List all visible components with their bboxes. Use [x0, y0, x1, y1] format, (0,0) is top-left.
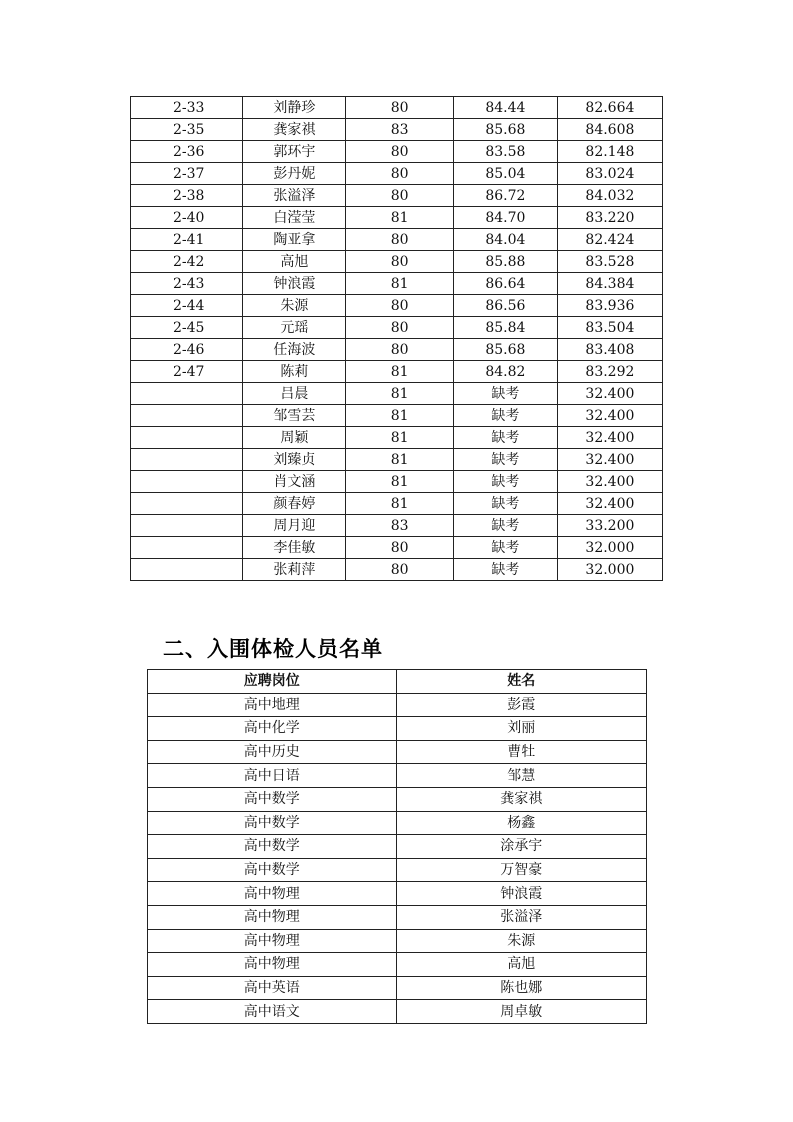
cell-interview-score: 84.70: [453, 207, 557, 229]
table-row: [131, 515, 663, 537]
table-row: [131, 141, 663, 163]
cell-written-score: 80: [346, 185, 454, 207]
cell-candidate-number: 2-41: [131, 229, 243, 251]
cell-candidate-name: 彭丹妮: [243, 163, 346, 185]
cell-total-score: 82.664: [557, 97, 662, 119]
table-row: [131, 537, 663, 559]
table-row: [148, 717, 647, 741]
cell-written-score: 80: [346, 537, 454, 559]
cell-total-score: 84.384: [557, 273, 662, 295]
cell-name: 邹慧: [396, 764, 646, 788]
cell-candidate-number: 2-46: [131, 339, 243, 361]
cell-total-score: 83.936: [557, 295, 662, 317]
cell-total-score: 83.528: [557, 251, 662, 273]
cell-candidate-name: 任海波: [243, 339, 346, 361]
table-row: [131, 339, 663, 361]
cell-written-score: 80: [346, 317, 454, 339]
table-row: [131, 251, 663, 273]
cell-written-score: 81: [346, 361, 454, 383]
table-row: [131, 361, 663, 383]
cell-interview-score: 缺考: [453, 515, 557, 537]
cell-candidate-number: 2-42: [131, 251, 243, 273]
cell-name: 陈也娜: [396, 976, 646, 1000]
cell-interview-score: 缺考: [453, 471, 557, 493]
table-row: [148, 835, 647, 859]
cell-written-score: 80: [346, 97, 454, 119]
table-row: [148, 953, 647, 977]
cell-interview-score: 缺考: [453, 405, 557, 427]
table-row: [148, 1000, 647, 1024]
cell-name: 刘丽: [396, 717, 646, 741]
cell-candidate-number: 2-37: [131, 163, 243, 185]
cell-candidate-number: 2-33: [131, 97, 243, 119]
cell-total-score: 83.292: [557, 361, 662, 383]
table-row: [148, 764, 647, 788]
cell-interview-score: 缺考: [453, 493, 557, 515]
column-header-post: 应聘岗位: [148, 670, 397, 694]
cell-candidate-name: 颜春婷: [243, 493, 346, 515]
cell-candidate-number: [131, 471, 243, 493]
cell-interview-score: 84.44: [453, 97, 557, 119]
cell-post: 高中数学: [148, 858, 397, 882]
cell-written-score: 81: [346, 427, 454, 449]
cell-candidate-name: 陶亚拿: [243, 229, 346, 251]
cell-post: 高中数学: [148, 787, 397, 811]
cell-candidate-number: [131, 515, 243, 537]
table-row: [148, 882, 647, 906]
medical-exam-table-header: [148, 670, 647, 694]
cell-written-score: 81: [346, 449, 454, 471]
cell-name: 曹牡: [396, 740, 646, 764]
table-row: [148, 929, 647, 953]
table-row: [148, 693, 647, 717]
cell-name: 杨鑫: [396, 811, 646, 835]
cell-candidate-name: 陈莉: [243, 361, 346, 383]
cell-written-score: 80: [346, 141, 454, 163]
cell-written-score: 81: [346, 383, 454, 405]
cell-post: 高中物理: [148, 929, 397, 953]
cell-interview-score: 缺考: [453, 383, 557, 405]
table-row: [131, 427, 663, 449]
cell-candidate-name: 张莉萍: [243, 559, 346, 581]
table-row: [131, 383, 663, 405]
cell-candidate-number: 2-35: [131, 119, 243, 141]
cell-interview-score: 85.04: [453, 163, 557, 185]
table-row: [131, 295, 663, 317]
cell-total-score: 82.148: [557, 141, 662, 163]
cell-post: 高中物理: [148, 905, 397, 929]
table-row: [148, 858, 647, 882]
cell-interview-score: 86.56: [453, 295, 557, 317]
table-row: [131, 405, 663, 427]
cell-written-score: 81: [346, 273, 454, 295]
cell-total-score: 32.400: [557, 427, 662, 449]
cell-candidate-name: 肖文涵: [243, 471, 346, 493]
cell-total-score: 84.608: [557, 119, 662, 141]
cell-written-score: 80: [346, 251, 454, 273]
cell-candidate-name: 高旭: [243, 251, 346, 273]
cell-candidate-name: 刘臻贞: [243, 449, 346, 471]
score-table: [130, 96, 663, 581]
cell-interview-score: 83.58: [453, 141, 557, 163]
cell-name: 高旭: [396, 953, 646, 977]
header-row: [148, 670, 647, 694]
cell-post: 高中语文: [148, 1000, 397, 1024]
cell-candidate-number: 2-44: [131, 295, 243, 317]
cell-candidate-name: 张溢泽: [243, 185, 346, 207]
cell-post: 高中英语: [148, 976, 397, 1000]
table-row: [148, 787, 647, 811]
cell-candidate-name: 邹雪芸: [243, 405, 346, 427]
cell-interview-score: 84.82: [453, 361, 557, 383]
cell-interview-score: 缺考: [453, 449, 557, 471]
cell-candidate-number: [131, 537, 243, 559]
table-row: [148, 740, 647, 764]
cell-interview-score: 85.68: [453, 339, 557, 361]
cell-interview-score: 缺考: [453, 559, 557, 581]
cell-total-score: 32.400: [557, 449, 662, 471]
cell-total-score: 83.504: [557, 317, 662, 339]
table-row: [131, 471, 663, 493]
cell-written-score: 81: [346, 493, 454, 515]
cell-written-score: 80: [346, 559, 454, 581]
cell-post: 高中数学: [148, 835, 397, 859]
cell-written-score: 81: [346, 207, 454, 229]
cell-candidate-number: [131, 427, 243, 449]
cell-interview-score: 缺考: [453, 427, 557, 449]
cell-candidate-name: 吕晨: [243, 383, 346, 405]
table-row: [148, 905, 647, 929]
cell-interview-score: 86.64: [453, 273, 557, 295]
cell-interview-score: 85.84: [453, 317, 557, 339]
cell-total-score: 83.220: [557, 207, 662, 229]
cell-written-score: 83: [346, 515, 454, 537]
medical-exam-table: [147, 669, 647, 1024]
cell-post: 高中化学: [148, 717, 397, 741]
cell-name: 万智豪: [396, 858, 646, 882]
cell-candidate-number: 2-40: [131, 207, 243, 229]
cell-total-score: 32.000: [557, 537, 662, 559]
cell-written-score: 80: [346, 295, 454, 317]
cell-post: 高中物理: [148, 882, 397, 906]
cell-name: 张溢泽: [396, 905, 646, 929]
cell-total-score: 84.032: [557, 185, 662, 207]
table-row: [131, 559, 663, 581]
cell-total-score: 32.400: [557, 405, 662, 427]
cell-interview-score: 86.72: [453, 185, 557, 207]
table-row: [148, 976, 647, 1000]
cell-name: 彭霞: [396, 693, 646, 717]
cell-written-score: 81: [346, 405, 454, 427]
cell-post: 高中日语: [148, 764, 397, 788]
cell-name: 涂承宇: [396, 835, 646, 859]
table-row: [131, 119, 663, 141]
table-row: [131, 273, 663, 295]
cell-candidate-name: 郭环宇: [243, 141, 346, 163]
cell-candidate-number: [131, 383, 243, 405]
cell-candidate-number: 2-38: [131, 185, 243, 207]
cell-candidate-number: [131, 405, 243, 427]
cell-interview-score: 85.88: [453, 251, 557, 273]
table-row: [131, 449, 663, 471]
medical-exam-table-body: [148, 693, 647, 1023]
cell-written-score: 80: [346, 163, 454, 185]
cell-candidate-name: 钟浪霞: [243, 273, 346, 295]
score-table-body: [131, 97, 663, 581]
cell-candidate-name: 元瑶: [243, 317, 346, 339]
cell-candidate-number: 2-47: [131, 361, 243, 383]
table-row: [131, 163, 663, 185]
cell-candidate-number: [131, 493, 243, 515]
table-row: [131, 207, 663, 229]
cell-written-score: 83: [346, 119, 454, 141]
cell-name: 周卓敏: [396, 1000, 646, 1024]
table-row: [131, 185, 663, 207]
cell-candidate-name: 刘静珍: [243, 97, 346, 119]
cell-candidate-name: 朱源: [243, 295, 346, 317]
cell-candidate-name: 周月迎: [243, 515, 346, 537]
section-title: 二、入围体检人员名单: [163, 637, 383, 661]
cell-total-score: 32.400: [557, 471, 662, 493]
cell-candidate-number: 2-43: [131, 273, 243, 295]
column-header-name: 姓名: [396, 670, 646, 694]
cell-candidate-name: 龚家祺: [243, 119, 346, 141]
cell-written-score: 81: [346, 471, 454, 493]
cell-total-score: 32.000: [557, 559, 662, 581]
cell-candidate-name: 白滢莹: [243, 207, 346, 229]
table-row: [131, 229, 663, 251]
cell-interview-score: 缺考: [453, 537, 557, 559]
table-row: [131, 317, 663, 339]
cell-post: 高中数学: [148, 811, 397, 835]
cell-total-score: 32.400: [557, 493, 662, 515]
cell-written-score: 80: [346, 229, 454, 251]
cell-post: 高中地理: [148, 693, 397, 717]
cell-candidate-number: [131, 449, 243, 471]
cell-name: 龚家祺: [396, 787, 646, 811]
cell-candidate-name: 李佳敏: [243, 537, 346, 559]
cell-candidate-number: 2-45: [131, 317, 243, 339]
cell-written-score: 80: [346, 339, 454, 361]
cell-post: 高中物理: [148, 953, 397, 977]
table-row: [148, 811, 647, 835]
table-row: [131, 493, 663, 515]
cell-total-score: 83.024: [557, 163, 662, 185]
cell-total-score: 83.408: [557, 339, 662, 361]
cell-interview-score: 85.68: [453, 119, 557, 141]
cell-total-score: 82.424: [557, 229, 662, 251]
table-row: [131, 97, 663, 119]
cell-post: 高中历史: [148, 740, 397, 764]
cell-interview-score: 84.04: [453, 229, 557, 251]
cell-candidate-name: 周颖: [243, 427, 346, 449]
cell-total-score: 32.400: [557, 383, 662, 405]
cell-candidate-number: [131, 559, 243, 581]
cell-total-score: 33.200: [557, 515, 662, 537]
cell-name: 朱源: [396, 929, 646, 953]
cell-name: 钟浪霞: [396, 882, 646, 906]
cell-candidate-number: 2-36: [131, 141, 243, 163]
